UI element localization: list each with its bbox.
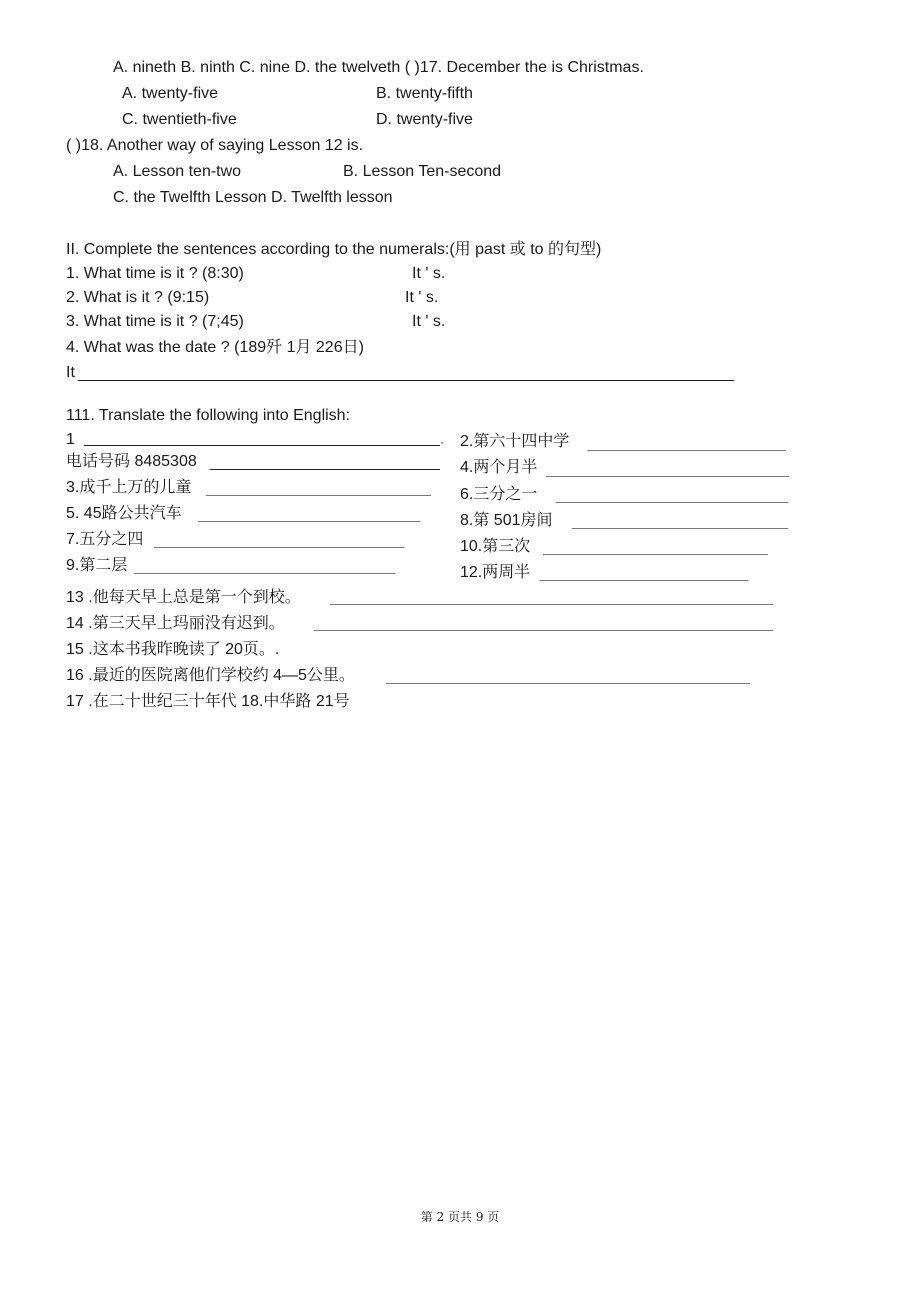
q18-option-a: A. Lesson ten-two <box>113 163 242 180</box>
translate-item-8: 8.第 501房间 <box>460 512 553 529</box>
translate-sentence-15: 15 .这本书我昨晚读了 20页。. <box>66 641 280 658</box>
section2-item-3: 3. What time is it ? (7;45) <box>66 313 244 330</box>
translate-item-2: 2.第六十四中学 <box>460 433 570 450</box>
answer-line[interactable] <box>588 450 786 451</box>
answer-line[interactable] <box>210 469 440 470</box>
section2-item-4-answer-prefix: It <box>66 364 75 381</box>
q17-option-c: C. twentieth-five <box>122 111 237 128</box>
q17-option-d: D. twenty-five <box>376 111 473 128</box>
section2-answer-3: It ' s. <box>412 313 446 330</box>
answer-line[interactable] <box>134 573 395 574</box>
answer-line[interactable] <box>546 476 789 477</box>
translate-item-6: 6.三分之一 <box>460 486 538 503</box>
dot-mark: · <box>440 435 444 449</box>
page-number: 第 2 页共 9 页 <box>420 1210 500 1224</box>
q18-option-b: B. Lesson Ten-second <box>343 163 502 180</box>
answer-line[interactable] <box>556 502 788 503</box>
translate-item-4: 4.两个月半 <box>460 459 538 476</box>
answer-line[interactable] <box>386 683 750 684</box>
answer-line[interactable] <box>314 630 773 631</box>
answer-line[interactable] <box>206 495 431 496</box>
translate-item-3: 3.成千上万的儿童 <box>66 479 192 496</box>
translate-item-12: 12.两周半 <box>460 564 531 581</box>
translate-item-10: 10.第三次 <box>460 538 531 555</box>
answer-line[interactable] <box>78 380 734 381</box>
q17-line: A. nineth B. ninth C. nine D. the twelveth ( )17. December the is Christmas. <box>113 59 644 76</box>
translate-item-9: 9.第二层 <box>66 557 128 574</box>
answer-line[interactable] <box>330 604 773 605</box>
section2-item-4: 4. What was the date ? (189歼 1月 226日) <box>66 339 364 356</box>
answer-line[interactable] <box>540 580 748 581</box>
answer-line[interactable] <box>198 521 420 522</box>
translate-item-5: 5. 45路公共汽车 <box>66 505 182 522</box>
section3-heading: 111. Translate the following into English: <box>66 407 351 424</box>
translate-sentence-13: 13 .他每天早上总是第一个到校。 <box>66 589 301 606</box>
translate-item-1: 1 <box>66 431 75 448</box>
answer-line[interactable] <box>154 547 404 548</box>
section2-answer-2: It ' s. <box>405 289 439 306</box>
translate-item-7: 7.五分之四 <box>66 531 144 548</box>
section2-item-1: 1. What time is it ? (8:30) <box>66 265 244 282</box>
translate-sentence-17-18: 17 .在二十世纪三十年代 18.中华路 21号 <box>66 693 350 710</box>
answer-line[interactable] <box>543 554 768 555</box>
q18-question: ( )18. Another way of saying Lesson 12 is. <box>66 137 364 154</box>
answer-line[interactable] <box>572 528 788 529</box>
answer-line[interactable] <box>84 445 440 446</box>
translate-sentence-16: 16 .最近的医院离他们学校约 4—5公里。 <box>66 667 355 684</box>
q17-option-b: B. twenty-fifth <box>376 85 473 102</box>
section2-item-2: 2. What is it ? (9:15) <box>66 289 210 306</box>
q17-option-a: A. twenty-five <box>122 85 219 102</box>
translate-sentence-14: 14 .第三天早上玛丽没有迟到。 <box>66 615 285 632</box>
section2-answer-1: It ' s. <box>412 265 446 282</box>
q18-option-cd: C. the Twelfth Lesson D. Twelfth lesson <box>113 189 393 206</box>
section2-heading: II. Complete the sentences according to the numerals:(用 past 或 to 的句型) <box>66 241 602 258</box>
translate-item-phone: 电话号码 8485308 <box>66 453 197 470</box>
